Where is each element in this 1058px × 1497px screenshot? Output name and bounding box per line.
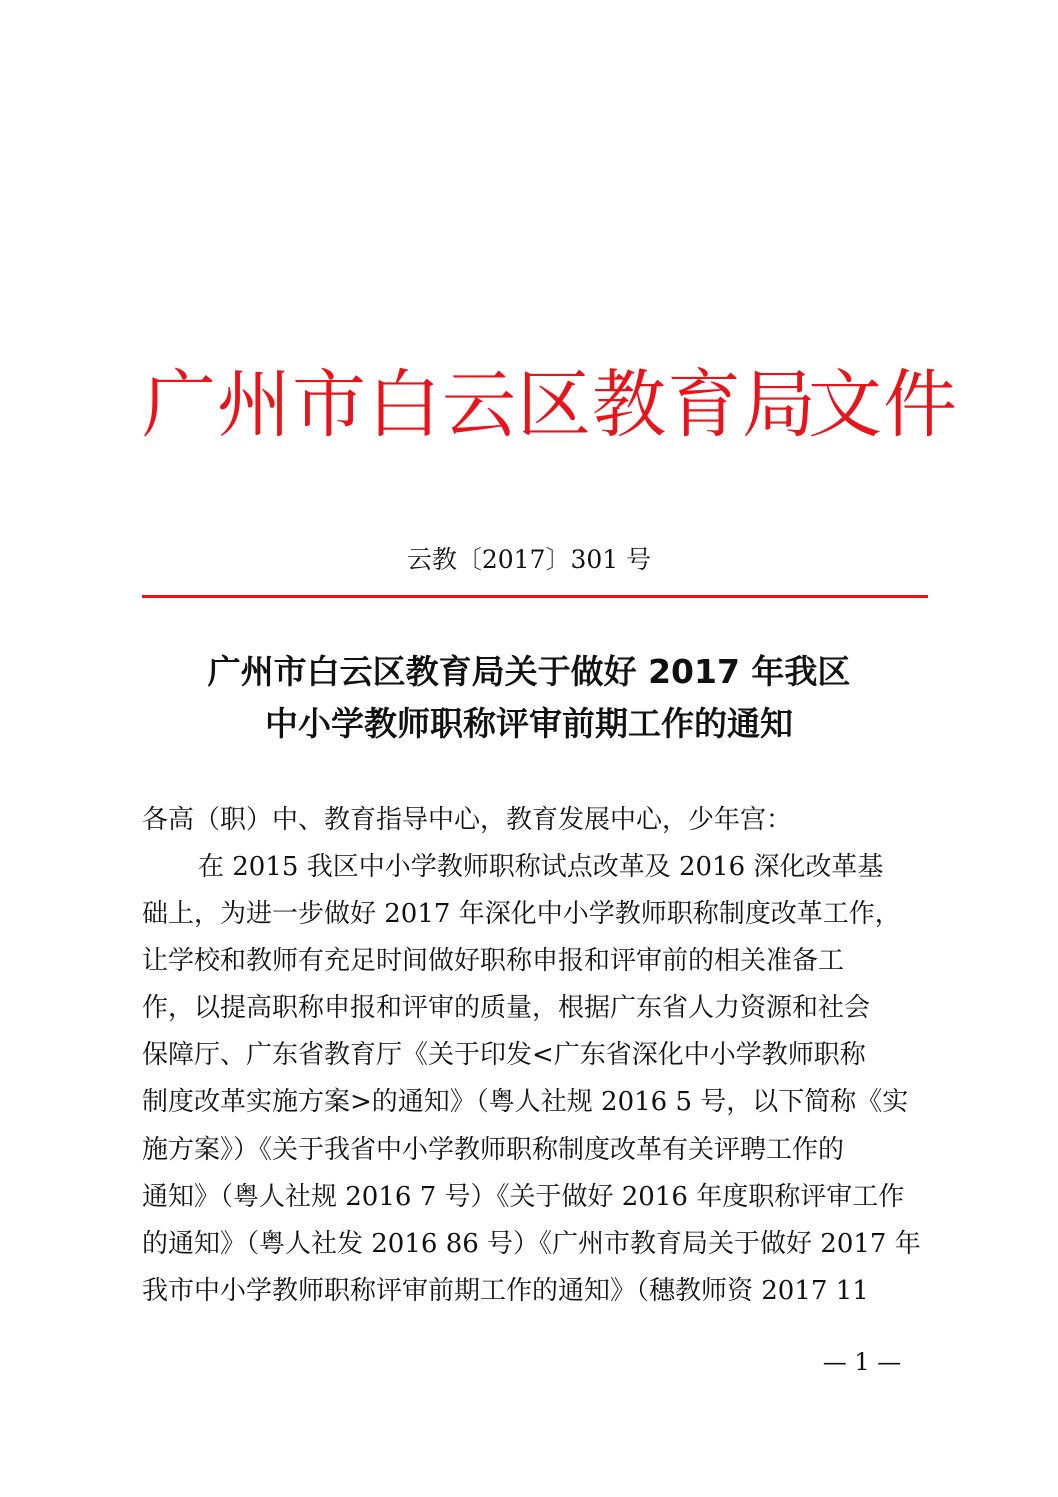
body-line: 通知》（粤人社规 2016 7 号）《关于做好 2016 年度职称评审工作	[142, 1181, 905, 1212]
salutation: 各高（职）中、教育指导中心，教育发展中心，少年宫：	[142, 805, 793, 835]
body-line: 我市中小学教师职称评审前期工作的通知》（穗教师资 2017 11	[142, 1275, 869, 1306]
document-title-line-2: 中小学教师职称评审前期工作的通知	[265, 704, 793, 743]
body-line: 作，以提高职称申报和评审的质量，根据广东省人力资源和社会	[142, 993, 871, 1024]
document-title-line-1: 广州市白云区教育局关于做好 2017 年我区	[207, 652, 851, 691]
body-line: 让学校和教师有充足时间做好职称申报和评审前的相关准备工	[142, 946, 845, 977]
body-line: 的通知》（粤人社发 2016 86 号）《广州市教育局关于做好 2017 年	[142, 1228, 921, 1259]
page-number: — 1 —	[822, 1348, 902, 1376]
document-title	[0, 646, 1058, 750]
body-paragraph	[142, 844, 932, 1315]
body-line: 保障厅、广东省教育厅《关于印发<广东省深化中小学教师职称	[142, 1040, 866, 1071]
masthead-suffix: 文件	[808, 362, 958, 448]
document-number: 云教〔2017〕301 号	[406, 545, 652, 574]
body-line: 制度改革实施方案>的通知》（粤人社规 2016 5 号，以下简称《实	[142, 1087, 909, 1118]
body-line: 在 2015 我区中小学教师职称试点改革及 2016 深化改革基	[198, 852, 884, 882]
red-divider-line	[142, 595, 928, 598]
masthead	[142, 350, 958, 460]
body-line: 施方案》）《关于我省中小学教师职称制度改革有关评聘工作的	[142, 1134, 845, 1165]
masthead-issuer: 广州市白云区教育局	[142, 362, 817, 448]
body-line: 础上，为进一步做好 2017 年深化中小学教师职称制度改革工作，	[142, 899, 901, 930]
